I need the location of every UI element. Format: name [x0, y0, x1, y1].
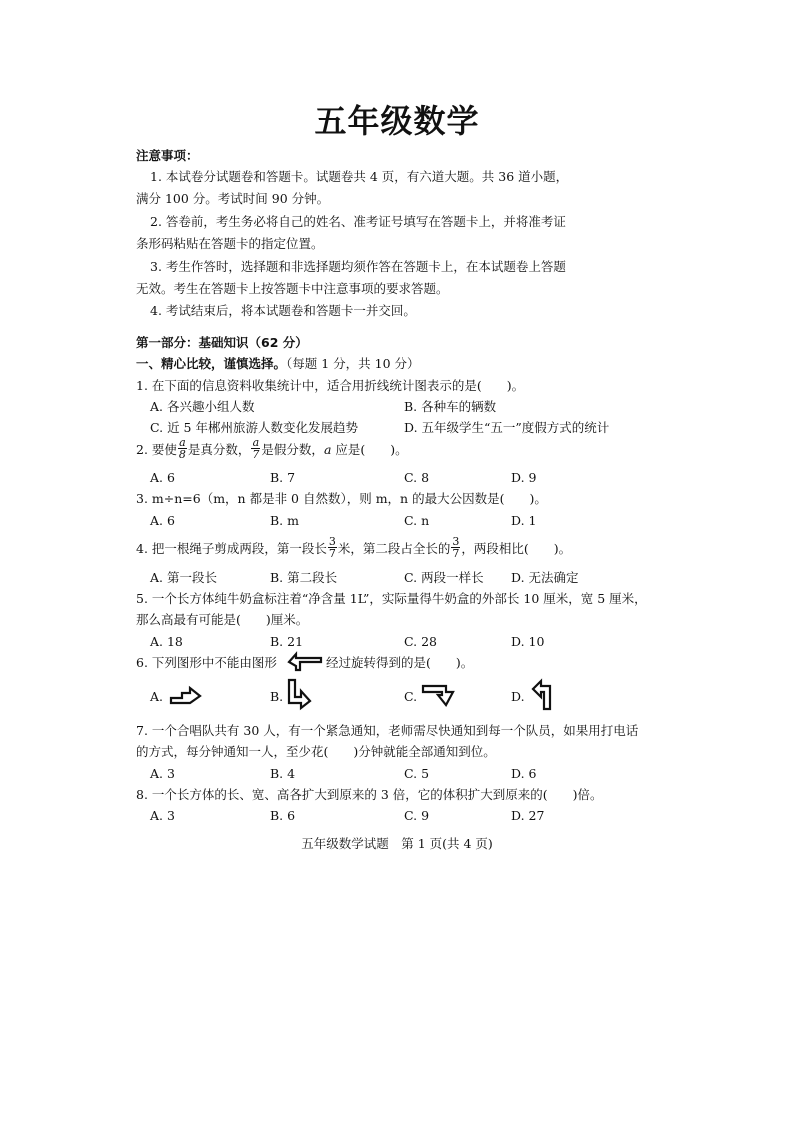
- notice-line: 无效。考生在答题卡上按答题卡中注意事项的要求答题。: [136, 281, 449, 296]
- q4-frac1-num: 3: [328, 535, 336, 548]
- q5-option-c: C. 28: [404, 634, 437, 649]
- q4-fraction-2: [451, 536, 460, 559]
- q1-option-b: B. 各种车的辆数: [404, 399, 497, 414]
- question-7-line-2: 的方式，每分钟通知一人，至少花( )分钟就能全部通知到位。: [136, 744, 496, 759]
- q8-option-c: C. 9: [404, 808, 430, 823]
- page-footer: 五年级数学试题 第 1 页(共 4 页): [301, 836, 493, 851]
- q7-option-b: B. 4: [270, 766, 296, 781]
- q3-option-c: C. n: [404, 513, 430, 528]
- notice-line: 满分 100 分。考试时间 90 分钟。: [136, 191, 330, 206]
- q2-frac2-den: 7: [252, 448, 260, 461]
- question-2-stem: [136, 436, 408, 462]
- question-7-line-1: 7. 一个合唱队共有 30 人，有一个紧急通知，老师需尽快通知到每一个队员，如果用打电话: [136, 723, 639, 738]
- q6-option-b-label: B.: [270, 689, 284, 704]
- q4-frac1-den: 7: [328, 547, 336, 560]
- q4-text: 4. 把一根绳子剪成两段，第一段长: [136, 541, 327, 556]
- q7-option-a: A. 3: [150, 766, 175, 781]
- q6-option-c-label: C.: [404, 689, 418, 704]
- q8-option-a: A. 3: [150, 808, 175, 823]
- q5-option-a: A. 18: [150, 634, 183, 649]
- notice-line: 4. 考试结束后，将本试题卷和答题卡一并交回。: [150, 303, 416, 318]
- notice-line: 条形码粘贴在答题卡的指定位置。: [136, 236, 324, 251]
- section-title: 一、精心比较，谨慎选择。: [136, 356, 287, 371]
- q1-option-c: C. 近 5 年郴州旅游人数变化发展趋势: [150, 420, 358, 435]
- q6-option-c-shape-icon: [420, 682, 460, 708]
- q2-fraction-1: [178, 437, 187, 460]
- q2-var: a: [323, 442, 332, 457]
- section-heading: [136, 355, 420, 373]
- question-3-stem: 3. m÷n=6（m，n 都是非 0 自然数），则 m，n 的最大公因数是( )。: [136, 491, 547, 506]
- question-4-stem: [136, 535, 572, 561]
- q5-option-b: B. 21: [270, 634, 304, 649]
- q3-option-d: D. 1: [511, 513, 537, 528]
- notice-line: 1. 本试卷分试题卷和答题卡。试题卷共 4 页，有六道大题。共 36 道小题，: [150, 169, 569, 184]
- q2-frac1-den: 8: [178, 448, 186, 461]
- q4-text: 米，第二段占全长的: [337, 541, 451, 556]
- q2-text: 是真分数，: [187, 442, 251, 457]
- q4-option-d: D. 无法确定: [511, 570, 579, 585]
- q6-option-b-shape-icon: [284, 677, 314, 711]
- q4-option-a: A. 第一段长: [150, 570, 217, 585]
- q3-option-b: B. m: [270, 513, 299, 528]
- q4-frac2-den: 7: [452, 547, 460, 560]
- question-6-stem-part-2: 经过旋转得到的是( )。: [326, 655, 474, 670]
- part-heading: 第一部分：基础知识（62 分）: [136, 335, 308, 350]
- q2-option-d: D. 9: [511, 470, 537, 485]
- q2-option-a: A. 6: [150, 470, 175, 485]
- q2-text: 是假分数，: [261, 442, 324, 457]
- notice-heading: 注意事项：: [136, 148, 199, 163]
- notice-line: 2. 答卷前，考生务必将自己的姓名、准考证号填写在答题卡上，并将准考证: [150, 214, 566, 229]
- page-title: 五年级数学: [314, 102, 480, 140]
- q1-option-d: D. 五年级学生“五一”度假方式的统计: [404, 420, 610, 435]
- q2-frac1-num: a: [179, 436, 186, 449]
- q6-option-d-shape-icon: [528, 678, 558, 712]
- q6-option-a-label: A.: [150, 689, 164, 704]
- q2-text: 2. 要使: [136, 442, 177, 457]
- question-6-stem-part-1: 6. 下列图形中不能由图形: [136, 655, 277, 670]
- q7-option-c: C. 5: [404, 766, 430, 781]
- question-5-line-1: 5. 一个长方体纯牛奶盒标注着“净含量 1L”，实际量得牛奶盒的外部长 10 厘米，宽 5 厘米，: [136, 591, 647, 606]
- q3-option-a: A. 6: [150, 513, 175, 528]
- notice-line: 3. 考生作答时，选择题和非选择题均须作答在答题卡上，在本试题卷上答题: [150, 259, 566, 274]
- q8-option-d: D. 27: [511, 808, 545, 823]
- question-5-line-2: 那么高最有可能是( )厘米。: [136, 612, 309, 627]
- q7-option-d: D. 6: [511, 766, 537, 781]
- q5-option-d: D. 10: [511, 634, 545, 649]
- section-note: （每题 1 分，共 10 分）: [286, 356, 420, 371]
- q2-option-c: C. 8: [404, 470, 430, 485]
- q4-frac2-num: 3: [452, 535, 460, 548]
- question-8-stem: 8. 一个长方体的长、宽、高各扩大到原来的 3 倍，它的体积扩大到原来的( )倍。: [136, 787, 603, 802]
- q4-text: ，两段相比( )。: [461, 541, 572, 556]
- q4-fraction-1: [328, 536, 337, 559]
- q8-option-b: B. 6: [270, 808, 296, 823]
- q4-option-b: B. 第二段长: [270, 570, 338, 585]
- q4-option-c: C. 两段一样长: [404, 570, 484, 585]
- q6-option-a-shape-icon: [168, 683, 208, 707]
- q1-option-a: A. 各兴趣小组人数: [150, 399, 255, 414]
- q2-text: 应是( )。: [331, 442, 408, 457]
- reference-arrow-shape-icon: [286, 651, 324, 673]
- q6-option-d-label: D.: [511, 689, 525, 704]
- q2-fraction-2: [251, 437, 260, 460]
- question-1-stem: 1. 在下面的信息资料收集统计中，适合用折线统计图表示的是( )。: [136, 378, 525, 393]
- q2-frac2-num: a: [252, 436, 260, 449]
- q2-option-b: B. 7: [270, 470, 296, 485]
